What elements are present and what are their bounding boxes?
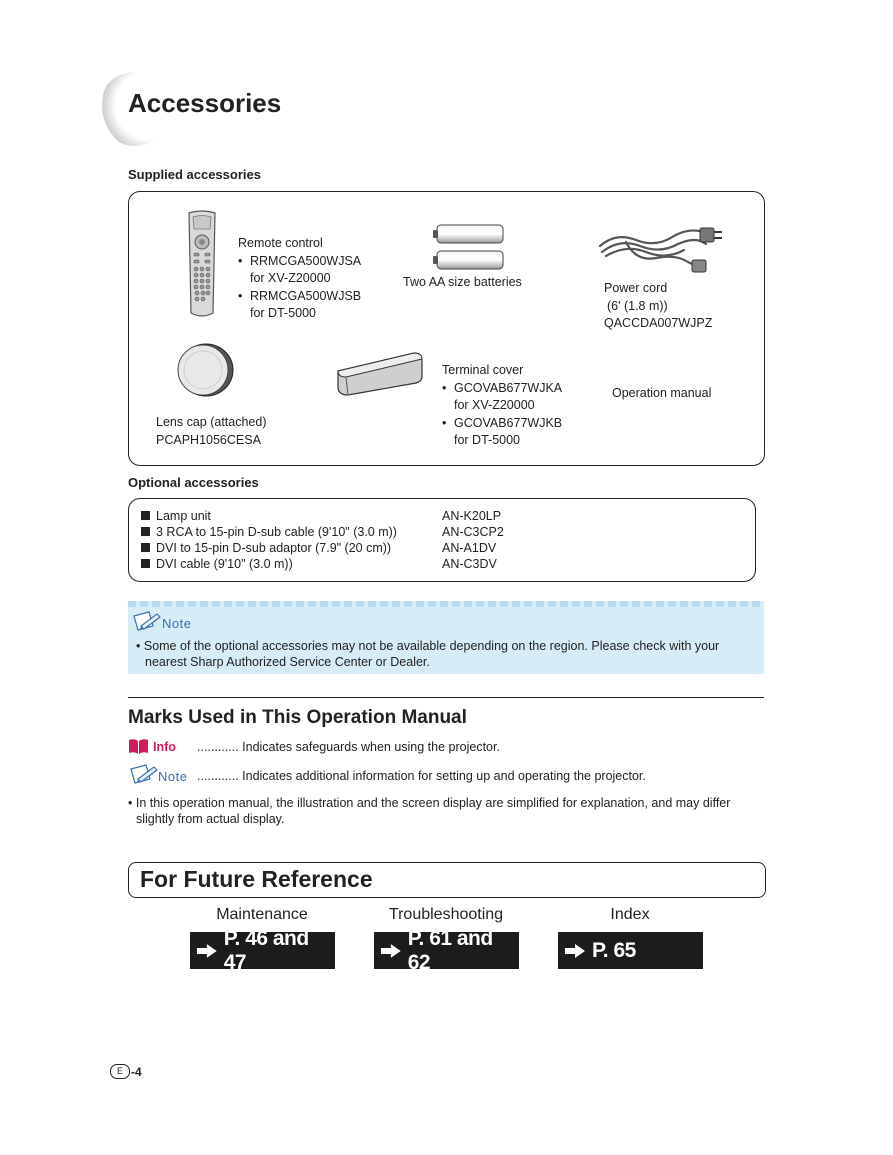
operation-manual-label: Operation manual <box>612 386 712 400</box>
bullet-square-icon <box>141 527 150 536</box>
remote-control-name: Remote control <box>238 236 323 250</box>
remote-variant-2-model: for DT-5000 <box>250 306 317 320</box>
terminal-variant-2-model: for DT-5000 <box>454 433 521 447</box>
note-dashed-edge <box>128 601 764 607</box>
batteries-label: Two AA size batteries <box>403 275 522 289</box>
batteries-image <box>431 222 507 274</box>
index-page-ref: P. 65 <box>592 938 636 962</box>
optional-item-name: DVI to 15-pin D-sub adaptor (7.9" (20 cm)) <box>156 541 392 555</box>
note-line-2: nearest Sharp Authorized Service Center or Dealer. <box>145 655 430 669</box>
maintenance-page-link[interactable] <box>190 926 335 974</box>
page-title: Accessories <box>128 88 282 118</box>
remote-variant-2-code: • RRMCGA500WJSB <box>250 288 362 303</box>
terminal-variant-2 <box>442 415 602 450</box>
lens-cap-text <box>156 414 267 449</box>
note-mark-description: ............ Indicates additional information for setting up and operating the projector. <box>197 769 646 783</box>
note-pencil-icon <box>128 763 158 785</box>
info-book-icon <box>128 738 149 755</box>
terminal-cover-name: Terminal cover <box>442 363 524 377</box>
power-cord-name: Power cord <box>604 281 668 295</box>
power-cord-length: (6' (1.8 m)) <box>607 298 668 313</box>
terminal-variant-1-code: • GCOVAB677WJKA <box>454 380 563 395</box>
remote-variant-1-code: • RRMCGA500WJSA <box>250 253 362 268</box>
bullet-icon: • <box>136 639 144 653</box>
maintenance-page-ref: P. 46 and 47 <box>223 926 309 974</box>
page-number <box>110 1064 142 1079</box>
note-label: Note <box>162 616 192 631</box>
future-reference-heading: For Future Reference <box>140 866 373 892</box>
remote-variant-1-model: for XV-Z20000 <box>250 271 331 285</box>
page-number-value: -4 <box>131 1064 142 1079</box>
bullet-square-icon <box>141 543 150 552</box>
arrow-right-icon <box>196 943 218 959</box>
bullet-square-icon <box>141 559 150 568</box>
optional-item-code: AN-A1DV <box>442 541 497 555</box>
remote-variant-2 <box>238 288 388 323</box>
optional-item-code: AN-C3CP2 <box>442 525 504 539</box>
optional-row <box>141 556 397 572</box>
power-cord-image <box>596 222 724 274</box>
optional-item-name: Lamp unit <box>156 509 211 523</box>
marks-heading: Marks Used in This Operation Manual <box>128 707 467 728</box>
optional-heading: Optional accessories <box>128 475 259 490</box>
info-description: ............ Indicates safeguards when using the projector. <box>197 740 500 754</box>
marks-bullet <box>128 795 768 827</box>
marks-bullet-line-2: slightly from actual display. <box>136 812 285 826</box>
note-pencil-icon <box>131 610 161 632</box>
optional-codes <box>442 508 504 572</box>
note-mark-label: Note <box>158 769 188 784</box>
maintenance-label: Maintenance <box>216 906 308 923</box>
note-text <box>136 638 761 670</box>
index-page-link[interactable] <box>558 932 703 969</box>
optional-row <box>141 524 397 540</box>
remote-variant-1 <box>238 253 388 288</box>
optional-item-code: AN-C3DV <box>442 557 497 571</box>
power-cord-code: QACCDA007WJPZ <box>604 316 713 330</box>
troubleshooting-page-ref: P. 61 and 62 <box>407 926 493 974</box>
note-line-1: Some of the optional accessories may not be available depending on the region. Please check with your <box>143 639 720 653</box>
optional-item-code: AN-K20LP <box>442 509 502 523</box>
note-box <box>128 601 764 674</box>
optional-list <box>141 508 397 572</box>
terminal-variant-1 <box>442 380 602 415</box>
terminal-variant-1-model: for XV-Z20000 <box>454 398 535 412</box>
section-divider <box>128 697 764 698</box>
bullet-icon: • <box>128 796 136 810</box>
info-label: Info <box>153 740 176 754</box>
index-label: Index <box>610 906 650 923</box>
marks-bullet-line-1: In this operation manual, the illustration and the screen display are simplified for explanation, and may differ <box>135 796 731 810</box>
power-cord-text <box>604 280 712 333</box>
lens-cap-image <box>175 342 235 398</box>
supplied-heading: Supplied accessories <box>128 167 261 182</box>
troubleshooting-page-link[interactable] <box>374 926 519 974</box>
language-badge: E <box>110 1064 130 1079</box>
arrow-right-icon <box>564 943 586 959</box>
remote-control-image <box>183 209 221 321</box>
terminal-variant-2-code: • GCOVAB677WJKB <box>454 415 563 430</box>
optional-item-name: DVI cable (9'10" (3.0 m)) <box>156 557 293 571</box>
arrow-right-icon <box>380 943 402 959</box>
optional-item-name: 3 RCA to 15-pin D-sub cable (9'10" (3.0 m)) <box>156 525 397 539</box>
terminal-cover-image <box>334 349 426 397</box>
terminal-cover-text <box>442 362 602 450</box>
remote-control-text <box>238 235 388 323</box>
bullet-square-icon <box>141 511 150 520</box>
troubleshooting-label: Troubleshooting <box>388 906 504 923</box>
optional-row <box>141 540 397 556</box>
lens-cap-code: PCAPH1056CESA <box>156 432 261 447</box>
optional-row <box>141 508 397 524</box>
lens-cap-name: Lens cap (attached) <box>156 415 267 429</box>
